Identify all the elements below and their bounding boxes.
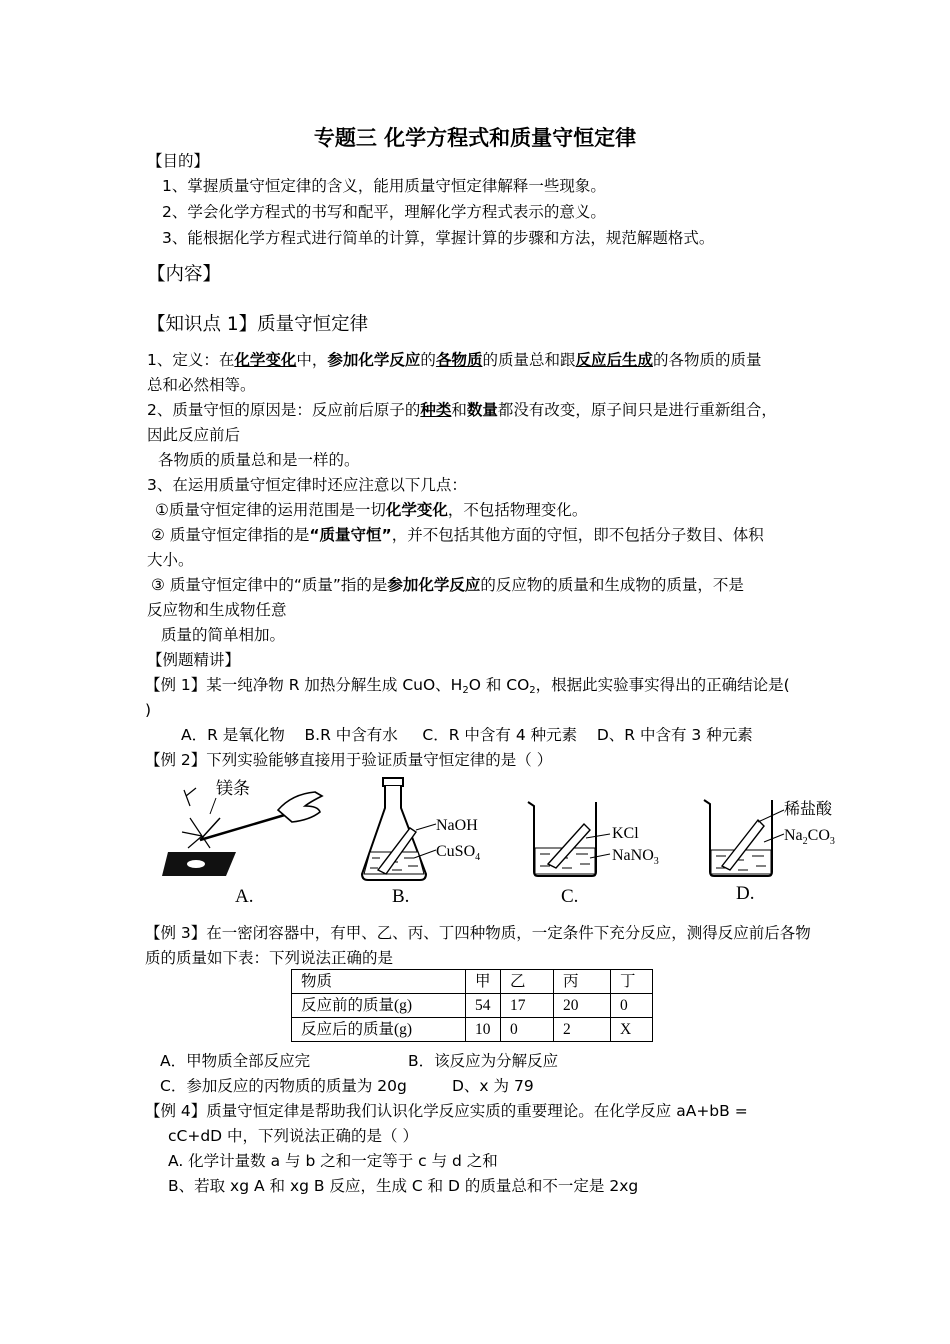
reason-line-3: 各物质的质量总和是一样的。 <box>158 451 360 469</box>
figure-d-beaker <box>702 796 852 880</box>
note-3-line-3: 质量的简单相加。 <box>161 626 286 644</box>
notes-intro: 3、在运用质量守恒定律时还应注意以下几点： <box>147 476 467 494</box>
example-3-option-c: C．参加反应的丙物质的质量为 20g <box>160 1077 407 1095</box>
example-4-option-a: A. 化学计量数 a 与 b 之和一定等于 c 与 d 之和 <box>168 1152 498 1170</box>
example-3-option-b: B．该反应为分解反应 <box>408 1052 559 1070</box>
purpose-item-3: 3、能根据化学方程式进行简单的计算，掌握计算的步骤和方法，规范解题格式。 <box>162 229 715 247</box>
knowledge-point-1-heading: 【知识点 1】质量守恒定律 <box>147 314 369 335</box>
table-header-cell: 甲 <box>466 970 501 994</box>
table-cell: 反应后的质量(g) <box>292 1018 466 1042</box>
table-row <box>292 1018 653 1042</box>
examples-heading: 【例题精讲】 <box>147 651 241 669</box>
mass-table <box>291 969 653 1042</box>
fig-a-hand <box>278 792 322 822</box>
definition-line-2: 总和必然相等。 <box>147 376 256 394</box>
example-4-stem-line-2: cC+dD 中，下列说法正确的是（ ） <box>168 1127 418 1145</box>
example-1-stem-end: ) <box>145 701 152 719</box>
table-header-cell: 乙 <box>501 970 554 994</box>
figure-c-caption: C. <box>561 886 579 907</box>
table-cell: X <box>611 1018 653 1042</box>
example-4-option-b: B、若取 xg A 和 xg B 反应，生成 C 和 D 的质量总和不一定是 2xg <box>168 1177 639 1195</box>
table-cell: 0 <box>611 994 653 1018</box>
figure-a-caption: A. <box>235 886 254 907</box>
note-1: ①质量守恒定律的运用范围是一切化学变化，不包括物理变化。 <box>155 501 588 519</box>
note-2-line-2: 大小。 <box>147 551 194 569</box>
fig-b-pointer-1 <box>416 824 436 830</box>
table-cell: 10 <box>466 1018 501 1042</box>
table-header-row <box>292 970 653 994</box>
fig-a-pointer <box>210 798 216 814</box>
table-header-cell: 丁 <box>611 970 653 994</box>
page-title: 专题三 化学方程式和质量守恒定律 <box>313 126 637 150</box>
figure-c-beaker <box>526 800 676 880</box>
purpose-item-2: 2、学会化学方程式的书写和配平，理解化学方程式表示的意义。 <box>162 203 606 221</box>
table-header-cell: 丙 <box>554 970 611 994</box>
fig-d-label-1: 稀盐酸 <box>784 801 833 818</box>
fig-d-label-2: $Na_2CO_3$ <box>784 827 835 847</box>
figure-b-caption: B. <box>392 886 410 907</box>
figure-d-caption: D. <box>736 883 755 904</box>
reason-line-1: 2、质量守恒的原因是：反应前后原子的种类和数量都没有改变，原子间只是进行重新组合， <box>147 401 777 419</box>
example-1-options: A．R 是氧化物 B.R 中含有水 C．R 中含有 4 种元素 D、R 中含有 3 种元素 <box>181 726 753 744</box>
example-3-option-a: A．甲物质全部反应完 <box>160 1052 311 1070</box>
content-heading: 【内容】 <box>147 264 222 285</box>
purpose-heading: 【目的】 <box>147 152 210 170</box>
table-cell: 0 <box>501 1018 554 1042</box>
table-cell: 2 <box>554 1018 611 1042</box>
example-3-stem-line-1: 【例 3】在一密闭容器中，有甲、乙、丙、丁四种物质，一定条件下充分反应，测得反应前后各物 <box>145 924 811 942</box>
example-1-stem: 【例 1】某一纯净物 R 加热分解生成 CuO、$H_2O$ 和 $CO_2$，根据此实验事实得出的正确结论是( <box>145 676 790 696</box>
note-3-line-1: ③ 质量守恒定律中的“质量”指的是参加化学反应的反应物的质量和生成物的质量，不是 <box>151 576 744 594</box>
table-cell: 反应前的质量(g) <box>292 994 466 1018</box>
purpose-item-1: 1、掌握质量守恒定律的含义，能用质量守恒定律解释一些现象。 <box>162 177 606 195</box>
fig-b-label-2: CuSO$_4$ <box>436 843 481 863</box>
note-2-line-1: ② 质量守恒定律指的是“质量守恒”，并不包括其他方面的守恒，即不包括分子数目、体积 <box>151 526 764 544</box>
definition-line-1: 1、定义：在化学变化中，参加化学反应的各物质的质量总和跟反应后生成的各物质的质量 <box>147 351 762 369</box>
figure-b-flask <box>358 778 498 888</box>
table-header-cell: 物质 <box>292 970 466 994</box>
table-row <box>292 994 653 1018</box>
table-cell: 17 <box>501 994 554 1018</box>
fig-a-label: 镁条 <box>216 779 250 798</box>
reason-line-2: 因此反应前后 <box>147 426 241 444</box>
example-3-stem-line-2: 质的质量如下表：下列说法正确的是 <box>145 949 394 967</box>
fig-c-label-1: KCl <box>612 825 639 842</box>
fig-a-plate-spot <box>187 860 205 868</box>
example-2-stem: 【例 2】下列实验能够直接用于验证质量守恒定律的是（ ） <box>145 751 553 769</box>
example-3-option-d: D、x 为 79 <box>452 1077 534 1095</box>
fig-c-label-2: NaNO$_3$ <box>612 847 659 867</box>
fig-b-stopper <box>383 778 403 786</box>
example-4-stem-line-1: 【例 4】质量守恒定律是帮助我们认识化学反应实质的重要理论。在化学反应 aA+bB = <box>145 1102 748 1120</box>
table-cell: 54 <box>466 994 501 1018</box>
fig-b-label-1: NaOH <box>436 817 478 834</box>
note-3-line-2: 反应物和生成物任意 <box>147 601 287 619</box>
fig-a-tongs <box>200 814 288 840</box>
table-cell: 20 <box>554 994 611 1018</box>
